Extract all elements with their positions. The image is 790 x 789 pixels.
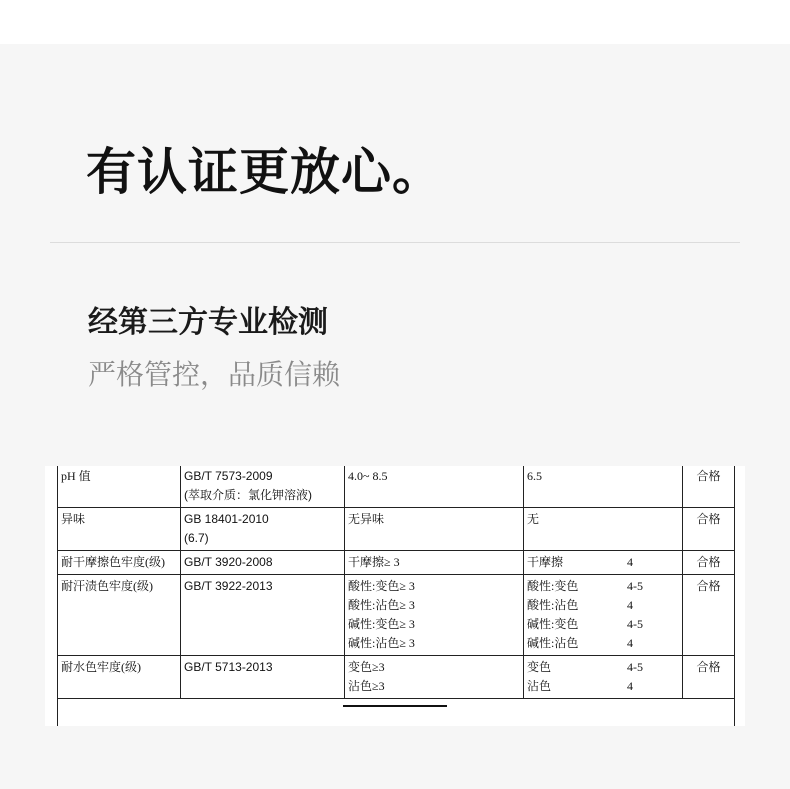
result-line [527, 677, 679, 696]
result-line [527, 553, 679, 572]
item-text: 耐水色牢度(级) [61, 660, 141, 674]
table-row [58, 551, 735, 575]
standard-line: GB/T 3922-2013 [184, 579, 273, 593]
requirement-line: 4.0~ 8.5 [348, 469, 388, 483]
requirement-line: 无异味 [348, 512, 385, 526]
requirement-cell [345, 551, 524, 575]
item-cell [58, 466, 181, 508]
result-line [527, 596, 679, 615]
result-label: 酸性:沾色 [527, 598, 579, 612]
result-cell [524, 656, 683, 699]
item-cell [58, 508, 181, 551]
test-report-table [57, 466, 735, 726]
result-line [527, 615, 679, 634]
verdict-text: 合格 [696, 660, 721, 674]
standard-line: GB/T 7573-2009 [184, 469, 273, 483]
table-row [58, 508, 735, 551]
verdict-cell [683, 656, 735, 699]
result-label: 碱性:变色 [527, 617, 579, 631]
requirement-cell [345, 466, 524, 508]
item-cell [58, 551, 181, 575]
empty-cell [58, 699, 735, 727]
verdict-text: 合格 [696, 512, 721, 526]
verdict-cell [683, 575, 735, 656]
standard-cell [181, 508, 345, 551]
verdict-text: 合格 [696, 469, 721, 483]
end-dash [343, 705, 447, 707]
requirement-cell [345, 508, 524, 551]
item-cell [58, 656, 181, 699]
table-row-empty [58, 699, 735, 727]
result-value: 4 [627, 598, 633, 612]
section-divider [50, 242, 740, 243]
page-headline: 有认证更放心。 [86, 143, 443, 201]
verdict-text: 合格 [696, 579, 721, 593]
requirement-line: 碱性:沾色≥ 3 [348, 636, 415, 650]
item-text: 耐汗渍色牢度(级) [61, 579, 153, 593]
result-value: 4 [627, 679, 633, 693]
result-value [627, 467, 679, 486]
requirement-line: 碱性:变色≥ 3 [348, 617, 415, 631]
requirement-line: 酸性:变色≥ 3 [348, 579, 415, 593]
requirement-line: 变色≥3 [348, 660, 385, 674]
standard-cell [181, 466, 345, 508]
requirement-line: 酸性:沾色≥ 3 [348, 598, 415, 612]
result-label: 酸性:变色 [527, 579, 579, 593]
item-text: 耐干摩擦色牢度(级) [61, 555, 165, 569]
item-text: pH 值 [61, 469, 91, 483]
result-cell [524, 466, 683, 508]
result-cell [524, 575, 683, 656]
verdict-cell [683, 551, 735, 575]
requirement-cell [345, 575, 524, 656]
result-label: 沾色 [527, 679, 552, 693]
standard-line: (6.7) [184, 531, 209, 545]
standard-line: (萃取介质：氯化钾溶液) [184, 488, 312, 502]
table-row [58, 466, 735, 508]
result-cell [524, 508, 683, 551]
standard-line: GB/T 3920-2008 [184, 555, 273, 569]
result-line [527, 658, 679, 677]
section-tagline: 严格管控，品质信赖 [88, 358, 341, 391]
test-report-image [45, 466, 745, 726]
section-subtitle: 经第三方专业检测 [88, 305, 328, 340]
table-row [58, 575, 735, 656]
table-row [58, 656, 735, 699]
verdict-cell [683, 466, 735, 508]
result-label: 变色 [527, 660, 552, 674]
result-label: 碱性:沾色 [527, 636, 579, 650]
result-cell [524, 551, 683, 575]
result-line [527, 510, 679, 529]
standard-cell [181, 656, 345, 699]
standard-cell [181, 575, 345, 656]
result-value [627, 510, 679, 529]
verdict-cell [683, 508, 735, 551]
requirement-line: 干摩擦≥ 3 [348, 555, 400, 569]
item-text: 异味 [61, 512, 86, 526]
result-value: 4-5 [627, 617, 643, 631]
requirement-line: 沾色≥3 [348, 679, 385, 693]
result-value: 4-5 [627, 660, 643, 674]
result-label: 干摩擦 [527, 555, 564, 569]
requirement-cell [345, 656, 524, 699]
result-value: 4 [627, 636, 633, 650]
result-line [527, 634, 679, 653]
item-cell [58, 575, 181, 656]
result-value: 4 [627, 555, 633, 569]
test-report-body [58, 466, 735, 726]
standard-line: GB/T 5713-2013 [184, 660, 273, 674]
verdict-text: 合格 [696, 555, 721, 569]
standard-line: GB 18401-2010 [184, 512, 269, 526]
result-line [527, 467, 679, 486]
result-label: 6.5 [527, 469, 542, 483]
standard-cell [181, 551, 345, 575]
result-line [527, 577, 679, 596]
result-label: 无 [527, 512, 540, 526]
result-value: 4-5 [627, 579, 643, 593]
